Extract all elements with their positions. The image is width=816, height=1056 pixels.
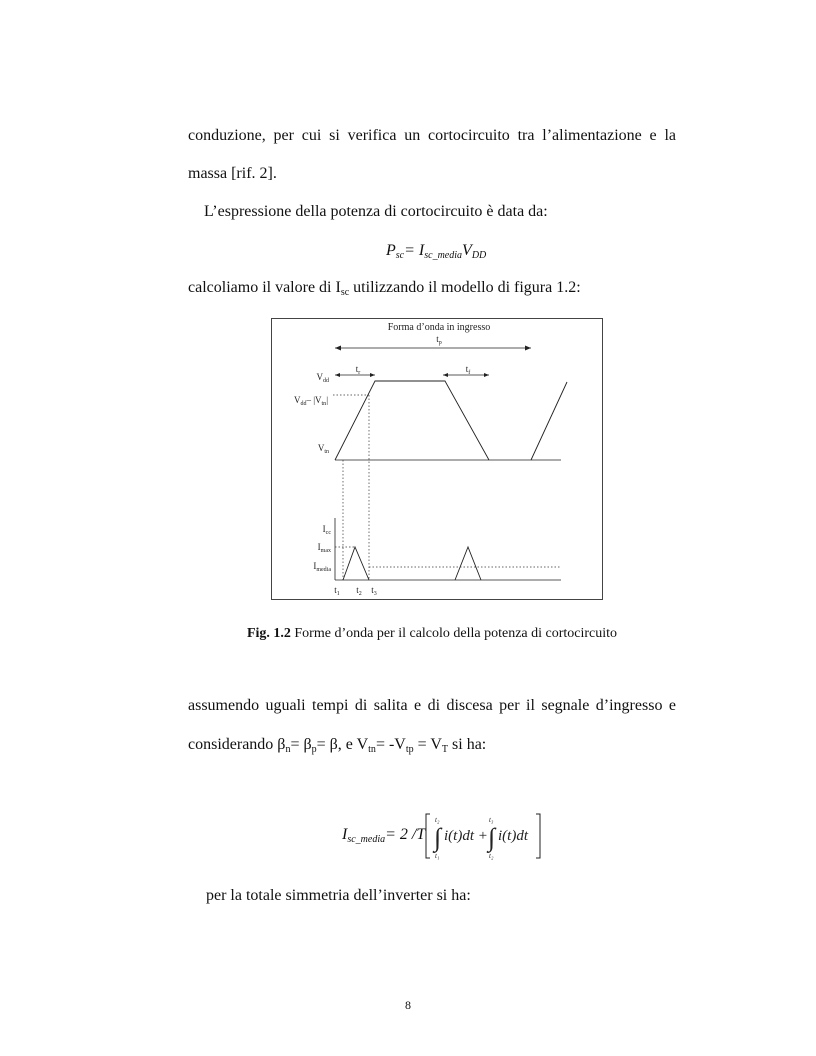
p4-post: utilizzando il modello di figura 1.2: [349, 279, 581, 296]
eq1-rhs-sub2: DD [471, 250, 487, 261]
cond-t1: considerando β [188, 736, 286, 753]
integral-1-lower: t₁ [435, 852, 440, 860]
cond-t2: = β [290, 736, 312, 753]
input-waveform-next [531, 382, 567, 460]
cond-t4: = -V [375, 736, 406, 753]
eq2-integrals [420, 810, 550, 862]
p4-sub: sc [340, 287, 350, 298]
input-waveform [335, 381, 489, 460]
t1-label: $t_1$ [334, 585, 340, 597]
cond-s4: tp [405, 744, 414, 755]
paragraph-1: conduzione, per cui si verifica un cortocircuito tra l’alimentazione e la [188, 127, 676, 144]
right-bracket [536, 814, 540, 858]
paragraph-2: massa [rif. 2]. [188, 165, 277, 182]
vdd-label: $V_{dd}$ [316, 372, 329, 384]
cond-s5: T [441, 744, 449, 755]
equation-isc-media [342, 826, 425, 844]
waveform-figure [271, 318, 603, 600]
tp-arrow-left [335, 346, 341, 351]
figure-caption [188, 626, 676, 642]
current-pulse-1 [343, 547, 369, 580]
imedia-label: $I_{media}$ [313, 561, 331, 573]
integral-1-body: i(t)dt + [444, 828, 488, 844]
paragraph-5: assumendo uguali tempi di salita e di discesa per il segnale d’ingresso e [188, 697, 676, 714]
t3-label: $t_3$ [371, 585, 377, 597]
current-pulse-2 [455, 547, 481, 580]
imax-label: $I_{max}$ [317, 542, 331, 554]
p4-pre: calcoliamo il valore di I [188, 279, 341, 296]
figure-border [272, 319, 603, 600]
eq1-lhs: P [386, 242, 396, 259]
cond-s3: tn [368, 744, 376, 755]
tr-arrow-right [370, 373, 375, 377]
paragraph-6: per la totale simmetria dell’inverter si ha: [206, 887, 471, 904]
cond-t6: si ha: [448, 736, 487, 753]
integral-2-sign: ∫ [488, 823, 496, 852]
eq2-lhs-sub: sc_media [347, 834, 386, 845]
condition-line [188, 735, 676, 755]
tp-label: $t_p$ [436, 334, 442, 346]
tr-label: $t_r$ [355, 364, 361, 376]
waveform-svg [271, 318, 603, 600]
tr-arrow-left [335, 373, 340, 377]
integral-2-lower: t₂ [489, 852, 494, 860]
eq2-lhs: I [342, 826, 348, 843]
integral-1-upper: t₂ [435, 816, 440, 824]
cond-t3: = β, e V [316, 736, 369, 753]
integral-1-sign: ∫ [434, 823, 442, 852]
eq1-rhs: V [462, 242, 472, 259]
tp-arrow-right [525, 346, 531, 351]
cond-s1: n [285, 744, 291, 755]
caption-label: Fig. 1.2 [246, 626, 291, 641]
eq1-rhs-sub: sc_media [424, 250, 463, 261]
left-bracket [426, 814, 430, 858]
eq1-lhs-sub: sc [395, 250, 405, 261]
figure-title: Forma d’onda in ingresso [387, 322, 491, 333]
cond-t5: = V [413, 736, 442, 753]
eq1-eq: = I [404, 242, 425, 259]
integral-2-upper: t₃ [489, 816, 494, 824]
tf-label: $t_f$ [465, 364, 471, 376]
tf-arrow-right [484, 373, 489, 377]
tf-arrow-left [443, 373, 448, 377]
paragraph-3: L’espressione della potenza di cortocircuito è data da: [204, 203, 548, 220]
vtn-label: $V_{tn}$ [317, 443, 329, 455]
caption-text: Forme d’onda per il calcolo della potenza di cortocircuito [290, 626, 618, 641]
vdd-minus-vtn-label: $V_{dd}-$ $|V_{tn}|$ [293, 395, 328, 407]
page-number: 8 [405, 998, 411, 1012]
eq2-eq: = 2 /T [385, 826, 426, 843]
integral-2-body: i(t)dt [498, 828, 528, 844]
t2-label: $t_2$ [356, 585, 362, 597]
paragraph-4 [188, 278, 676, 298]
icc-label: $I_{cc}$ [322, 524, 331, 536]
cond-s2: p [311, 744, 317, 755]
equation-psc [386, 242, 486, 260]
